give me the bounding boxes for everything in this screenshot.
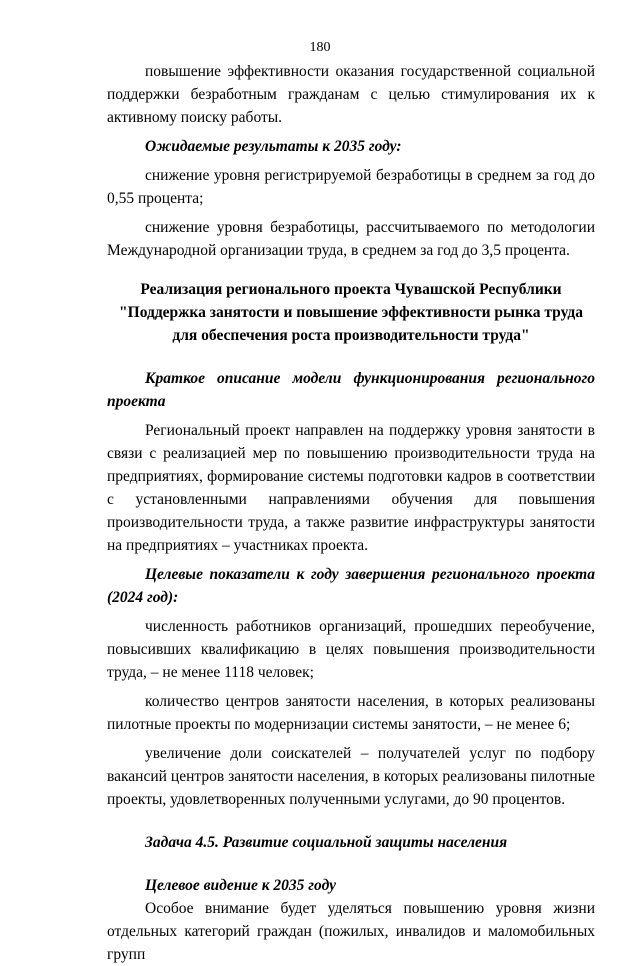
paragraph-employment-centers: количество центров занятости населения, в которых реализованы пилотные проекты по модернизации системы занятости, – не менее 6; bbox=[107, 693, 595, 733]
page-number: 180 bbox=[309, 40, 331, 55]
section-title-line-3: для обеспечения роста производительности труда" bbox=[172, 327, 530, 344]
paragraph-satisfied-applicants: увеличение доли соискателей – получателей услуг по подбору вакансий центров занятости населения, в которых реализованы пилотные проекты, удовлетворенных полученными услугами, до 90 процентов. bbox=[107, 745, 595, 808]
section-title-line-2: "Поддержка занятости и повышение эффективности рынка труда bbox=[119, 304, 583, 321]
paragraph-ilo-unemployment: снижение уровня безработицы, рассчитываемого по методологии Международной организации труда, в среднем за год до 3,5 процента. bbox=[107, 219, 595, 259]
section-title-line-1: Реализация регионального проекта Чувашской Республики bbox=[140, 281, 562, 298]
paragraph-support: повышение эффективности оказания государственной социальной поддержки безработным гражданам с целью стимулирования их к активному поиску работы. bbox=[107, 63, 595, 126]
heading-expected-results: Ожидаемые результаты к 2035 году: bbox=[145, 138, 402, 155]
heading-task-4-5: Задача 4.5. Развитие социальной защиты населения bbox=[145, 834, 508, 851]
heading-model-description: Краткое описание модели функционирования регионального проекта bbox=[107, 370, 595, 410]
paragraph-retrained-workers: численность работников организаций, прошедших переобучение, повысивших квалификацию в целях повышения производительности труда, – не менее 1118 человек; bbox=[107, 618, 595, 681]
text-column bbox=[107, 60, 595, 966]
heading-target-vision: Целевое видение к 2035 году bbox=[145, 877, 336, 894]
paragraph-special-attention: Особое внимание будет уделяться повышению уровня жизни отдельных категорий граждан (пожилых, инвалидов и маломобильных групп bbox=[107, 900, 595, 963]
heading-target-indicators: Целевые показатели к году завершения регионального проекта (2024 год): bbox=[107, 566, 595, 606]
paragraph-project-description: Региональный проект направлен на поддержку уровня занятости в связи с реализацией мер по повышению производительности труда на предприятиях, формирование системы подготовки кадров в соответствии с установленными направлениями обучения для повышения производительности труда, а также развитие инфраструктуры занятости на предприятиях – участниках проекта. bbox=[107, 422, 595, 554]
paragraph-registered-unemployment: снижение уровня регистрируемой безработицы в среднем за год до 0,55 процента; bbox=[107, 167, 595, 207]
